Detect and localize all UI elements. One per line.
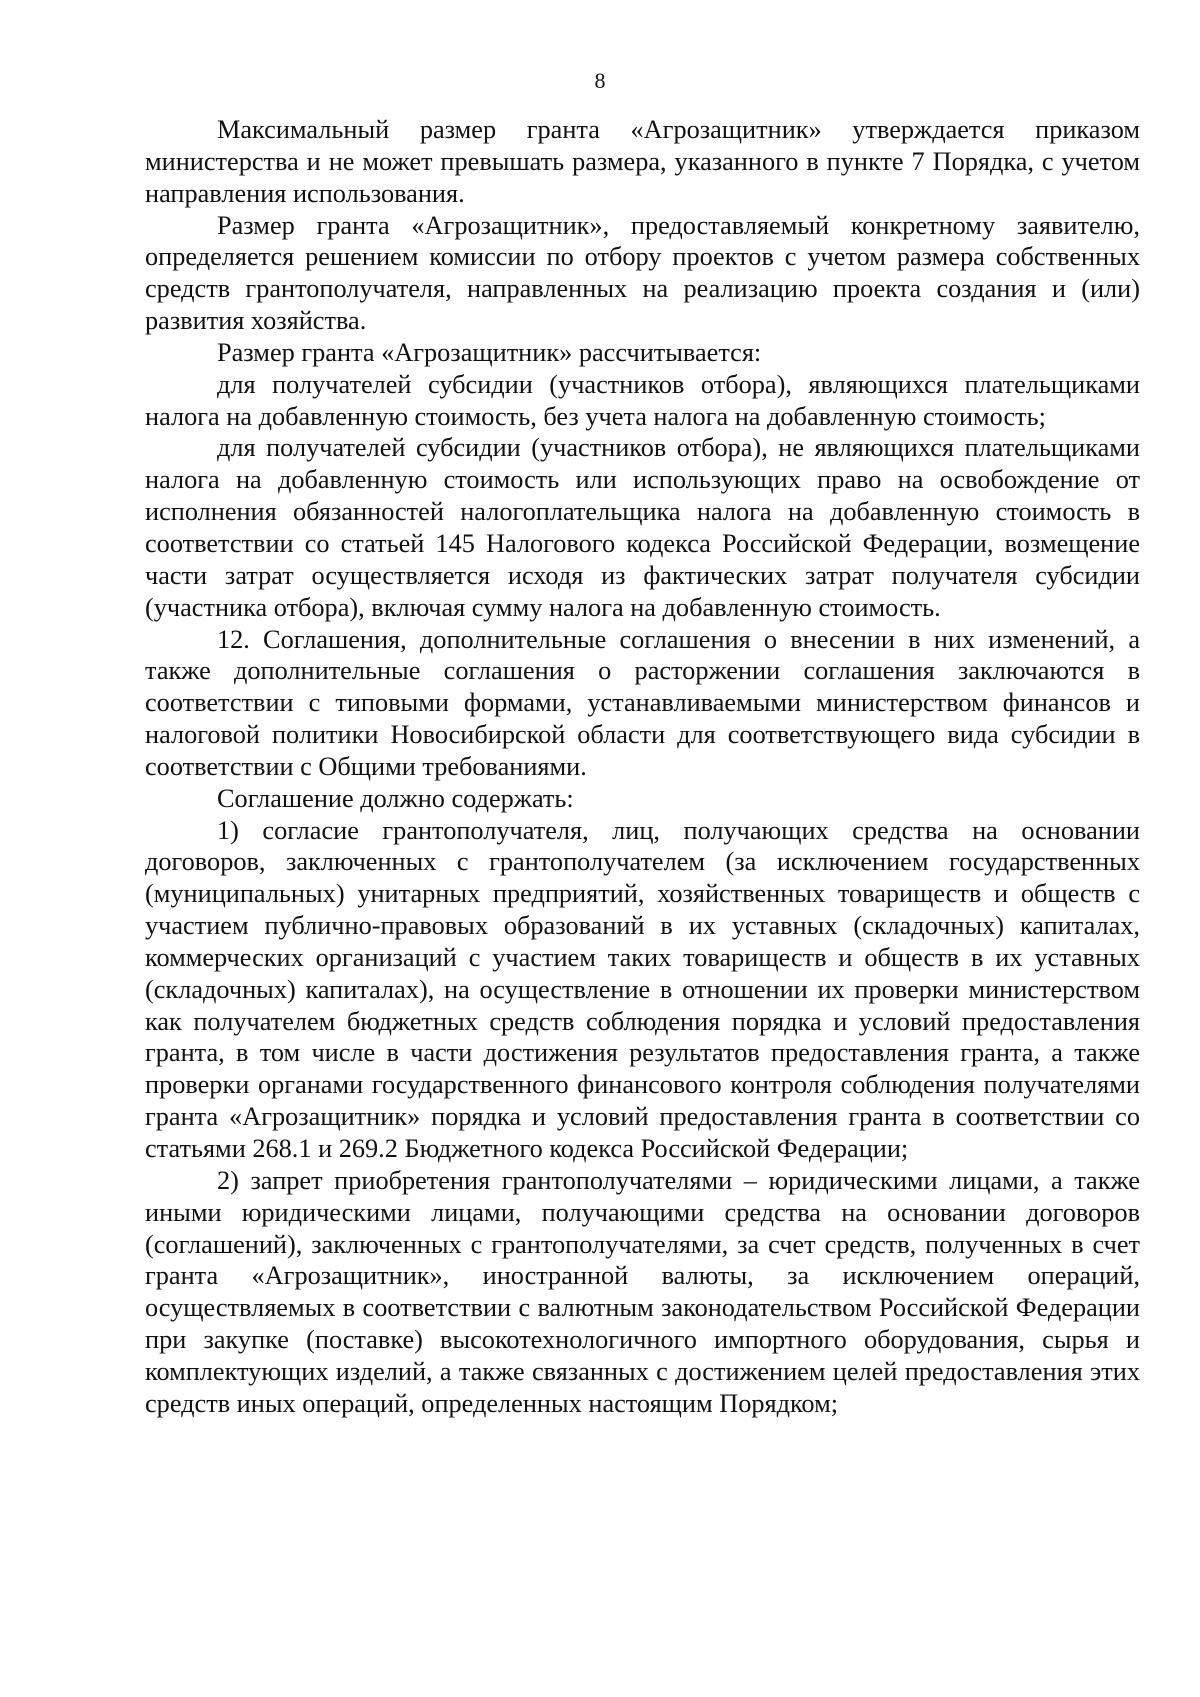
paragraph-item-12-agreements: 12. Соглашения, дополнительные соглашения о внесении в них изменений, а также дополнительные соглашения о расторжении соглашения заключаются в соответствии с типовыми формами, устанавливаемыми министерством финансов и налоговой политики Новосибирской области для соответствующего вида субсидии в соответствии с Общими требованиями. <box>145 624 1140 781</box>
page-number: 8 <box>594 68 606 93</box>
paragraph-grant-size-determination: Размер гранта «Агрозащитник», предоставляемый конкретному заявителю, определяется решением комиссии по отбору проектов с учетом размера собственных средств грантополучателя, направленных на реализацию проекта создания и (или) развития хозяйства. <box>145 210 1140 336</box>
paragraph-non-vat-payers: для получателей субсидии (участников отбора), не являющихся плательщиками налога на добавленную стоимость или использующих право на освобождение от исполнения обязанностей налогоплательщика налога на добавленную стоимость в соответствии со статьей 145 Налогового кодекса Российской Федерации, возмещение части затрат осуществляется исходя из фактических затрат получателя субсидии (участника отбора), включая сумму налога на добавленную стоимость. <box>145 433 1140 622</box>
document-body <box>145 114 1140 1420</box>
paragraph-subitem-1-consent: 1) согласие грантополучателя, лиц, получающих средства на основании договоров, заключенных с грантополучателем (за исключением государственных (муниципальных) унитарных предприятий, хозяйственных товариществ и обществ с участием публично-правовых образований в их уставных (складочных) капиталах, коммерческих организаций с участием таких товариществ и обществ в их уставных (складочных) капиталах), на осуществление в отношении их проверки министерством как получателем бюджетных средств соблюдения порядка и условий предоставления гранта, в том числе в части достижения результатов предоставления гранта, а также проверки органами государственного финансового контроля соблюдения получателями гранта «Агрозащитник» порядка и условий предоставления гранта в соответствии со статьями 268.1 и 269.2 Бюджетного кодекса Российской Федерации; <box>145 815 1140 1163</box>
paragraph-grant-calculation-intro: Размер гранта «Агрозащитник» рассчитывается: <box>217 337 762 367</box>
paragraph-agreement-contents-intro: Соглашение должно содержать: <box>217 783 574 813</box>
paragraph-subitem-2-currency-ban: 2) запрет приобретения грантополучателями – юридическими лицами, а также иными юридическими лицами, получающими средства на основании договоров (соглашений), заключенных с грантополучателями, за счет средств, полученных в счет гранта «Агрозащитник», иностранной валюты, за исключением операций, осуществляемых в соответствии с валютным законодательством Российской Федерации при закупке (поставке) высокотехнологичного импортного оборудования, сырья и комплектующих изделий, а также связанных с достижением целей предоставления этих средств иных операций, определенных настоящим Порядком; <box>145 1165 1140 1418</box>
paragraph-max-grant-size: Максимальный размер гранта «Агрозащитник» утверждается приказом министерства и не может превышать размера, указанного в пункте 7 Порядка, с учетом направления использования. <box>145 115 1140 208</box>
paragraph-vat-payers: для получателей субсидии (участников отбора), являющихся плательщиками налога на добавленную стоимость, без учета налога на добавленную стоимость; <box>145 369 1140 431</box>
